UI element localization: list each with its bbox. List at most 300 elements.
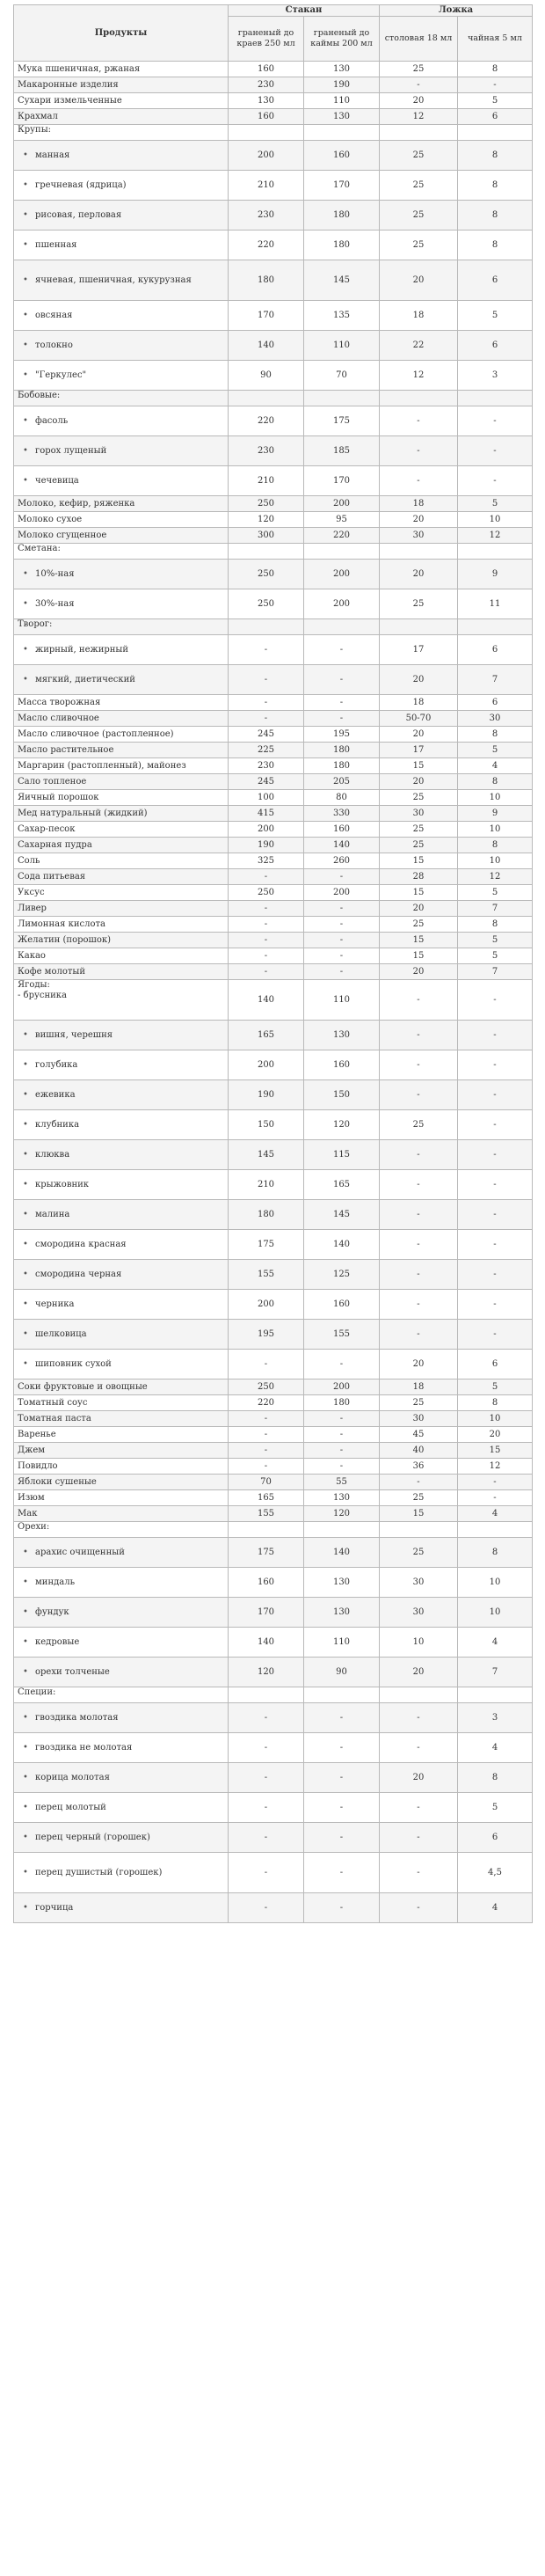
spoon-5-value: 15 [458, 1443, 533, 1459]
glass-200-value: 145 [304, 260, 380, 301]
glass-250-value: 225 [229, 743, 304, 758]
spoon-18-value: 20 [380, 964, 458, 980]
table-row [14, 711, 533, 727]
spoon-18-value [380, 391, 458, 406]
table-row [14, 1140, 533, 1170]
glass-200-value: 180 [304, 758, 380, 774]
spoon-5-value: 3 [458, 361, 533, 391]
header-products: Продукты [14, 5, 229, 62]
glass-200-value [304, 544, 380, 560]
table-row [14, 391, 533, 406]
spoon-18-value: - [380, 1050, 458, 1080]
glass-200-value: 180 [304, 201, 380, 231]
spoon-5-value: - [458, 77, 533, 93]
spoon-18-value: 15 [380, 853, 458, 869]
glass-250-value: 210 [229, 171, 304, 201]
spoon-18-value: 15 [380, 758, 458, 774]
glass-250-value [229, 125, 304, 141]
product-name: • толокно [14, 331, 229, 361]
spoon-18-value: 20 [380, 560, 458, 589]
glass-200-value: 130 [304, 1568, 380, 1598]
spoon-5-value: - [458, 1050, 533, 1080]
glass-200-value: 200 [304, 496, 380, 512]
spoon-5-value: 10 [458, 1568, 533, 1598]
table-row [14, 1522, 533, 1538]
spoon-5-value: 12 [458, 1459, 533, 1475]
table-row [14, 496, 533, 512]
glass-200-value: - [304, 1893, 380, 1923]
table-row [14, 1568, 533, 1598]
glass-200-value: 110 [304, 331, 380, 361]
glass-250-value: 200 [229, 822, 304, 838]
spoon-5-value: 6 [458, 1350, 533, 1379]
product-name: Орехи: [14, 1522, 229, 1538]
product-name: • "Геркулес" [14, 361, 229, 391]
glass-200-value: 330 [304, 806, 380, 822]
glass-200-value: 145 [304, 1200, 380, 1230]
spoon-5-value: 8 [458, 1763, 533, 1793]
spoon-5-value: 6 [458, 260, 533, 301]
spoon-18-value: 12 [380, 361, 458, 391]
glass-250-value: 180 [229, 260, 304, 301]
spoon-18-value: - [380, 1703, 458, 1733]
glass-250-value: 160 [229, 62, 304, 77]
glass-200-value: 200 [304, 589, 380, 619]
product-name: Мак [14, 1506, 229, 1522]
glass-200-value: 110 [304, 980, 380, 1021]
product-name: Уксус [14, 885, 229, 901]
glass-250-value: - [229, 695, 304, 711]
spoon-5-value: 5 [458, 948, 533, 964]
spoon-18-value: 45 [380, 1427, 458, 1443]
table-row [14, 589, 533, 619]
spoon-18-value: 30 [380, 1568, 458, 1598]
spoon-18-value: - [380, 1733, 458, 1763]
spoon-5-value: 12 [458, 869, 533, 885]
table-row [14, 62, 533, 77]
spoon-5-value: - [458, 1021, 533, 1050]
glass-200-value: 130 [304, 109, 380, 125]
table-row [14, 1379, 533, 1395]
glass-250-value [229, 619, 304, 635]
table-row [14, 1823, 533, 1853]
product-name: • гречневая (ядрица) [14, 171, 229, 201]
glass-250-value: 180 [229, 1200, 304, 1230]
product-name: Джем [14, 1443, 229, 1459]
glass-200-value: - [304, 1411, 380, 1427]
glass-200-value: - [304, 1823, 380, 1853]
spoon-18-value: 17 [380, 635, 458, 665]
product-name: • смородина красная [14, 1230, 229, 1260]
spoon-5-value: 7 [458, 964, 533, 980]
spoon-5-value: - [458, 1080, 533, 1110]
table-row [14, 544, 533, 560]
spoon-18-value: 18 [380, 1379, 458, 1395]
glass-250-value: 250 [229, 560, 304, 589]
table-row [14, 933, 533, 948]
glass-250-value: - [229, 1763, 304, 1793]
product-name: Маргарин (растопленный), майонез [14, 758, 229, 774]
glass-250-value [229, 1687, 304, 1703]
glass-200-value: 55 [304, 1475, 380, 1490]
spoon-18-value: 30 [380, 528, 458, 544]
product-name: Томатный соус [14, 1395, 229, 1411]
product-name: Крахмал [14, 109, 229, 125]
spoon-18-value: 30 [380, 1411, 458, 1427]
glass-200-value: 190 [304, 77, 380, 93]
spoon-18-value: 25 [380, 1538, 458, 1568]
glass-250-value: 230 [229, 436, 304, 466]
glass-250-value: 140 [229, 331, 304, 361]
spoon-18-value: 25 [380, 231, 458, 260]
spoon-5-value: 7 [458, 901, 533, 917]
spoon-18-value: 20 [380, 1763, 458, 1793]
glass-200-value: - [304, 711, 380, 727]
spoon-18-value: 25 [380, 589, 458, 619]
spoon-18-value: - [380, 466, 458, 496]
spoon-18-value: 25 [380, 201, 458, 231]
glass-200-value: 175 [304, 406, 380, 436]
spoon-5-value [458, 1687, 533, 1703]
table-row [14, 231, 533, 260]
spoon-18-value [380, 544, 458, 560]
glass-250-value: 165 [229, 1490, 304, 1506]
glass-200-value: 140 [304, 838, 380, 853]
spoon-5-value: - [458, 1110, 533, 1140]
spoon-5-value: 10 [458, 512, 533, 528]
spoon-5-value: 8 [458, 727, 533, 743]
glass-250-value: - [229, 1853, 304, 1893]
glass-200-value: 200 [304, 885, 380, 901]
spoon-5-value: 8 [458, 1395, 533, 1411]
product-name: Мука пшеничная, ржаная [14, 62, 229, 77]
table-row [14, 806, 533, 822]
product-name: • гвоздика не молотая [14, 1733, 229, 1763]
header-glass: Стакан [229, 5, 380, 17]
spoon-5-value: 8 [458, 838, 533, 853]
product-name: Ягоды: - брусника [14, 980, 229, 1021]
glass-250-value: 145 [229, 1140, 304, 1170]
header-spoon-5: чайная 5 мл [458, 17, 533, 62]
spoon-18-value: 36 [380, 1459, 458, 1475]
spoon-18-value: 30 [380, 1598, 458, 1628]
table-row [14, 1658, 533, 1687]
product-name: • орехи толченые [14, 1658, 229, 1687]
spoon-5-value: - [458, 1200, 533, 1230]
glass-250-value: 300 [229, 528, 304, 544]
spoon-18-value: 25 [380, 838, 458, 853]
spoon-5-value: - [458, 1170, 533, 1200]
glass-200-value: 80 [304, 790, 380, 806]
product-name: • жирный, нежирный [14, 635, 229, 665]
glass-250-value: 120 [229, 512, 304, 528]
spoon-5-value: - [458, 1490, 533, 1506]
spoon-5-value: 10 [458, 1598, 533, 1628]
glass-200-value: - [304, 1703, 380, 1733]
table-row [14, 1411, 533, 1427]
table-row [14, 665, 533, 695]
glass-250-value: 195 [229, 1320, 304, 1350]
table-row [14, 1427, 533, 1443]
product-name: • голубика [14, 1050, 229, 1080]
glass-200-value: - [304, 948, 380, 964]
table-row [14, 528, 533, 544]
table-row [14, 1230, 533, 1260]
spoon-5-value: 3 [458, 1703, 533, 1733]
spoon-5-value: 4 [458, 758, 533, 774]
product-name: • перец душистый (горошек) [14, 1853, 229, 1893]
table-row [14, 869, 533, 885]
glass-250-value: 210 [229, 466, 304, 496]
product-name: Сало топленое [14, 774, 229, 790]
spoon-18-value: 28 [380, 869, 458, 885]
spoon-5-value [458, 544, 533, 560]
glass-200-value: 160 [304, 822, 380, 838]
table-row [14, 201, 533, 231]
table-row [14, 361, 533, 391]
table-row [14, 790, 533, 806]
product-name: Макаронные изделия [14, 77, 229, 93]
glass-200-value: 205 [304, 774, 380, 790]
glass-200-value: - [304, 1853, 380, 1893]
spoon-5-value: 8 [458, 171, 533, 201]
product-name: • 30%-ная [14, 589, 229, 619]
glass-200-value: 185 [304, 436, 380, 466]
spoon-5-value [458, 619, 533, 635]
glass-200-value: 130 [304, 1598, 380, 1628]
table-row [14, 436, 533, 466]
glass-250-value: 165 [229, 1021, 304, 1050]
spoon-18-value: 20 [380, 93, 458, 109]
table-row [14, 917, 533, 933]
glass-200-value: 140 [304, 1230, 380, 1260]
spoon-5-value: 6 [458, 695, 533, 711]
product-name: • манная [14, 141, 229, 171]
glass-250-value: - [229, 1703, 304, 1733]
spoon-5-value: 5 [458, 93, 533, 109]
glass-200-value: 220 [304, 528, 380, 544]
glass-250-value: - [229, 1459, 304, 1475]
glass-250-value: - [229, 964, 304, 980]
table-row [14, 727, 533, 743]
glass-250-value: 415 [229, 806, 304, 822]
product-name: Какао [14, 948, 229, 964]
spoon-18-value: 17 [380, 743, 458, 758]
product-name: • чечевица [14, 466, 229, 496]
product-name: Крупы: [14, 125, 229, 141]
table-row [14, 171, 533, 201]
glass-250-value: 160 [229, 1568, 304, 1598]
spoon-18-value: - [380, 980, 458, 1021]
glass-250-value: - [229, 711, 304, 727]
product-name: • овсяная [14, 301, 229, 331]
spoon-5-value: - [458, 980, 533, 1021]
product-name: Сахарная пудра [14, 838, 229, 853]
spoon-18-value: - [380, 1853, 458, 1893]
glass-200-value: 90 [304, 1658, 380, 1687]
spoon-18-value: - [380, 1793, 458, 1823]
spoon-18-value: 50-70 [380, 711, 458, 727]
spoon-5-value: 8 [458, 141, 533, 171]
spoon-18-value: 20 [380, 774, 458, 790]
glass-200-value: 110 [304, 1628, 380, 1658]
spoon-5-value: 4 [458, 1733, 533, 1763]
glass-200-value: 160 [304, 141, 380, 171]
table-row [14, 1475, 533, 1490]
table-row [14, 1703, 533, 1733]
glass-200-value: 140 [304, 1538, 380, 1568]
glass-250-value: 120 [229, 1658, 304, 1687]
product-name: • ежевика [14, 1080, 229, 1110]
glass-250-value: - [229, 1893, 304, 1923]
product-name: Сахар-песок [14, 822, 229, 838]
spoon-18-value: 20 [380, 1350, 458, 1379]
spoon-18-value: - [380, 1230, 458, 1260]
glass-250-value [229, 544, 304, 560]
product-name: • ячневая, пшеничная, кукурузная [14, 260, 229, 301]
spoon-18-value: - [380, 1080, 458, 1110]
table-row [14, 466, 533, 496]
product-name: • мягкий, диетический [14, 665, 229, 695]
spoon-18-value: 15 [380, 1506, 458, 1522]
glass-200-value: 200 [304, 1379, 380, 1395]
spoon-18-value: 25 [380, 141, 458, 171]
spoon-5-value: 4 [458, 1893, 533, 1923]
table-row [14, 93, 533, 109]
product-name: • арахис очищенный [14, 1538, 229, 1568]
product-name: • кедровые [14, 1628, 229, 1658]
product-name: • смородина черная [14, 1260, 229, 1290]
spoon-5-value: 5 [458, 885, 533, 901]
spoon-5-value: 4 [458, 1628, 533, 1658]
glass-200-value: 160 [304, 1050, 380, 1080]
product-name: • клюква [14, 1140, 229, 1170]
table-row [14, 109, 533, 125]
glass-250-value: 155 [229, 1506, 304, 1522]
table-row [14, 758, 533, 774]
product-name: Изюм [14, 1490, 229, 1506]
table-row [14, 695, 533, 711]
spoon-5-value: 5 [458, 933, 533, 948]
glass-250-value: - [229, 1443, 304, 1459]
table-row [14, 512, 533, 528]
spoon-5-value: 5 [458, 1379, 533, 1395]
glass-250-value: - [229, 869, 304, 885]
table-row [14, 1459, 533, 1475]
glass-250-value: - [229, 1411, 304, 1427]
glass-250-value: 140 [229, 1628, 304, 1658]
spoon-18-value: - [380, 1290, 458, 1320]
glass-250-value: 175 [229, 1538, 304, 1568]
spoon-5-value: 5 [458, 743, 533, 758]
glass-200-value [304, 391, 380, 406]
glass-200-value [304, 619, 380, 635]
table-row [14, 560, 533, 589]
table-row [14, 853, 533, 869]
glass-200-value: - [304, 901, 380, 917]
table-row [14, 1290, 533, 1320]
spoon-5-value: 12 [458, 528, 533, 544]
product-name: • клубника [14, 1110, 229, 1140]
spoon-18-value: 25 [380, 62, 458, 77]
glass-250-value: 250 [229, 589, 304, 619]
glass-250-value: - [229, 665, 304, 695]
spoon-5-value: 6 [458, 331, 533, 361]
glass-250-value: 190 [229, 838, 304, 853]
table-row [14, 1733, 533, 1763]
spoon-5-value: 10 [458, 822, 533, 838]
product-name: • перец молотый [14, 1793, 229, 1823]
spoon-18-value: 12 [380, 109, 458, 125]
glass-250-value: 250 [229, 885, 304, 901]
spoon-5-value [458, 391, 533, 406]
spoon-5-value: - [458, 1475, 533, 1490]
product-name: Бобовые: [14, 391, 229, 406]
spoon-5-value: 5 [458, 301, 533, 331]
glass-200-value: 160 [304, 1290, 380, 1320]
table-row [14, 1170, 533, 1200]
glass-200-value: - [304, 964, 380, 980]
table-body [14, 62, 533, 1923]
glass-200-value: - [304, 933, 380, 948]
product-name: • гвоздика молотая [14, 1703, 229, 1733]
table-row [14, 1080, 533, 1110]
glass-250-value: - [229, 933, 304, 948]
glass-200-value: 125 [304, 1260, 380, 1290]
spoon-5-value: 8 [458, 1538, 533, 1568]
glass-200-value: - [304, 1427, 380, 1443]
spoon-5-value: - [458, 406, 533, 436]
glass-250-value: 230 [229, 201, 304, 231]
glass-250-value: 200 [229, 141, 304, 171]
spoon-18-value: 25 [380, 790, 458, 806]
glass-250-value: 140 [229, 980, 304, 1021]
glass-200-value: 70 [304, 361, 380, 391]
table-row [14, 838, 533, 853]
glass-200-value: 155 [304, 1320, 380, 1350]
table-row [14, 77, 533, 93]
spoon-18-value: 15 [380, 885, 458, 901]
product-name: • фундук [14, 1598, 229, 1628]
spoon-18-value: 20 [380, 260, 458, 301]
spoon-5-value: 9 [458, 560, 533, 589]
glass-250-value: 220 [229, 231, 304, 260]
spoon-5-value: 8 [458, 774, 533, 790]
spoon-5-value: 5 [458, 496, 533, 512]
table-row [14, 1350, 533, 1379]
spoon-18-value: 25 [380, 917, 458, 933]
glass-200-value: 135 [304, 301, 380, 331]
product-name: • малина [14, 1200, 229, 1230]
glass-250-value [229, 391, 304, 406]
spoon-5-value: 7 [458, 1658, 533, 1687]
glass-200-value: - [304, 917, 380, 933]
glass-200-value: - [304, 665, 380, 695]
product-name: • горох лущеный [14, 436, 229, 466]
spoon-18-value: - [380, 1200, 458, 1230]
product-name: • фасоль [14, 406, 229, 436]
spoon-5-value: 8 [458, 917, 533, 933]
spoon-5-value: 10 [458, 853, 533, 869]
glass-200-value: 180 [304, 1395, 380, 1411]
product-name: Молоко сгущенное [14, 528, 229, 544]
product-name: • миндаль [14, 1568, 229, 1598]
spoon-5-value: 8 [458, 231, 533, 260]
table-row [14, 331, 533, 361]
header-glass-250: граненый до краев 250 мл [229, 17, 304, 62]
glass-250-value: - [229, 1823, 304, 1853]
spoon-5-value: 10 [458, 1411, 533, 1427]
